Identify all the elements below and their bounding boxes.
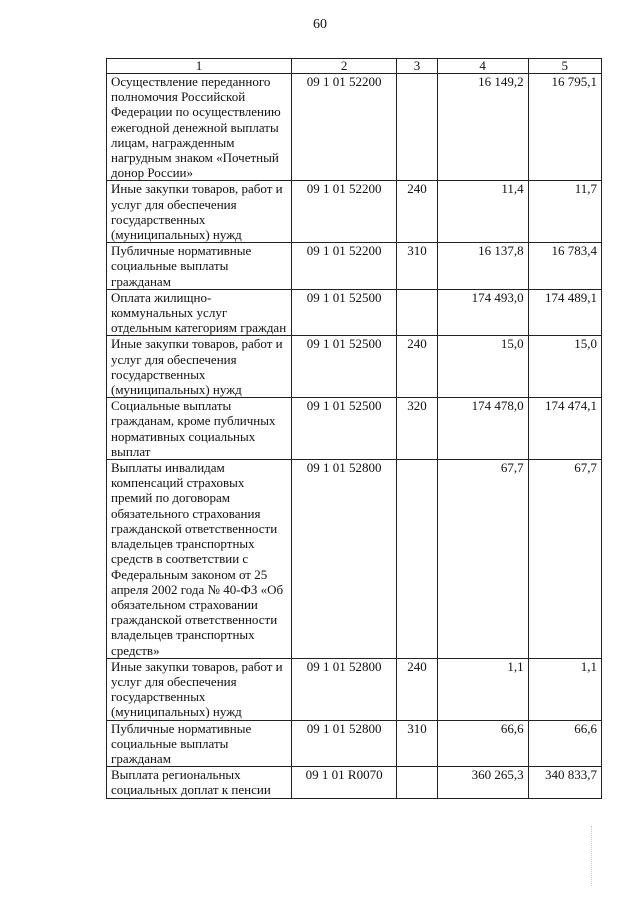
row-value-4: 16 137,8 [437,243,528,290]
row-type: 310 [397,243,438,290]
row-code: 09 1 01 52200 [292,181,397,243]
row-name: Иные закупки товаров, работ и услуг для обеспечения государственных (муниципальных) нужд [107,181,292,243]
table-row [107,336,602,398]
row-value-5: 16 783,4 [528,243,601,290]
row-type: 320 [397,398,438,460]
row-value-4: 174 478,0 [437,398,528,460]
row-value-4: 16 149,2 [437,74,528,181]
budget-table [106,58,602,799]
row-code: 09 1 01 52800 [292,720,397,767]
row-code: 09 1 01 52500 [292,398,397,460]
row-type [397,289,438,336]
row-value-4: 66,6 [437,720,528,767]
row-value-5: 66,6 [528,720,601,767]
row-code: 09 1 01 52200 [292,243,397,290]
table-row [107,181,602,243]
table-row [107,720,602,767]
row-name: Иные закупки товаров, работ и услуг для обеспечения государственных (муниципальных) нужд [107,658,292,720]
row-code: 09 1 01 52800 [292,658,397,720]
row-type: 240 [397,658,438,720]
column-header-4: 4 [437,59,528,74]
table-row [107,243,602,290]
page-number: 60 [313,17,327,32]
row-value-5: 67,7 [528,460,601,659]
row-name: Оплата жилищно-коммунальных услуг отдельным категориям граждан [107,289,292,336]
table-row [107,398,602,460]
row-code: 09 1 01 R0070 [292,767,397,798]
row-name: Выплаты инвалидам компенсаций страховых премий по договорам обязательного страхования гражданской ответственности владельцев транспортных средств в соответствии с Федеральным законом от 25 апреля 2002 года № 40-ФЗ «Об обязательном страховании гражданской ответственности владельцев транспортных средств» [107,460,292,659]
row-value-4: 360 265,3 [437,767,528,798]
row-value-5: 340 833,7 [528,767,601,798]
column-header-3: 3 [397,59,438,74]
row-code: 09 1 01 52500 [292,336,397,398]
row-name: Социальные выплаты гражданам, кроме публичных нормативных социальных выплат [107,398,292,460]
row-value-5: 16 795,1 [528,74,601,181]
table-row [107,74,602,181]
row-value-5: 15,0 [528,336,601,398]
row-value-5: 11,7 [528,181,601,243]
table-row [107,289,602,336]
column-header-5: 5 [528,59,601,74]
column-header-1: 1 [107,59,292,74]
column-header-2: 2 [292,59,397,74]
row-value-4: 15,0 [437,336,528,398]
row-type: 310 [397,720,438,767]
table-header [107,59,602,74]
row-value-4: 174 493,0 [437,289,528,336]
row-name: Выплата региональных социальных доплат к пенсии [107,767,292,798]
row-name: Публичные нормативные социальные выплаты гражданам [107,243,292,290]
row-value-5: 174 489,1 [528,289,601,336]
row-value-4: 1,1 [437,658,528,720]
row-name: Иные закупки товаров, работ и услуг для обеспечения государственных (муниципальных) нужд [107,336,292,398]
row-name: Публичные нормативные социальные выплаты гражданам [107,720,292,767]
scan-edge-mark [591,826,593,886]
row-value-4: 67,7 [437,460,528,659]
row-value-5: 1,1 [528,658,601,720]
row-type [397,767,438,798]
table-body [107,74,602,799]
row-type [397,460,438,659]
row-value-4: 11,4 [437,181,528,243]
table-row [107,658,602,720]
table-row [107,767,602,798]
row-type: 240 [397,336,438,398]
row-type [397,74,438,181]
row-code: 09 1 01 52800 [292,460,397,659]
row-value-5: 174 474,1 [528,398,601,460]
header-row [107,59,602,74]
table-row [107,460,602,659]
row-code: 09 1 01 52500 [292,289,397,336]
row-name: Осуществление переданного полномочия Российской Федерации по осуществлению ежегодной денежной выплаты лицам, награжденным нагрудным знаком «Почетный донор России» [107,74,292,181]
row-type: 240 [397,181,438,243]
row-code: 09 1 01 52200 [292,74,397,181]
